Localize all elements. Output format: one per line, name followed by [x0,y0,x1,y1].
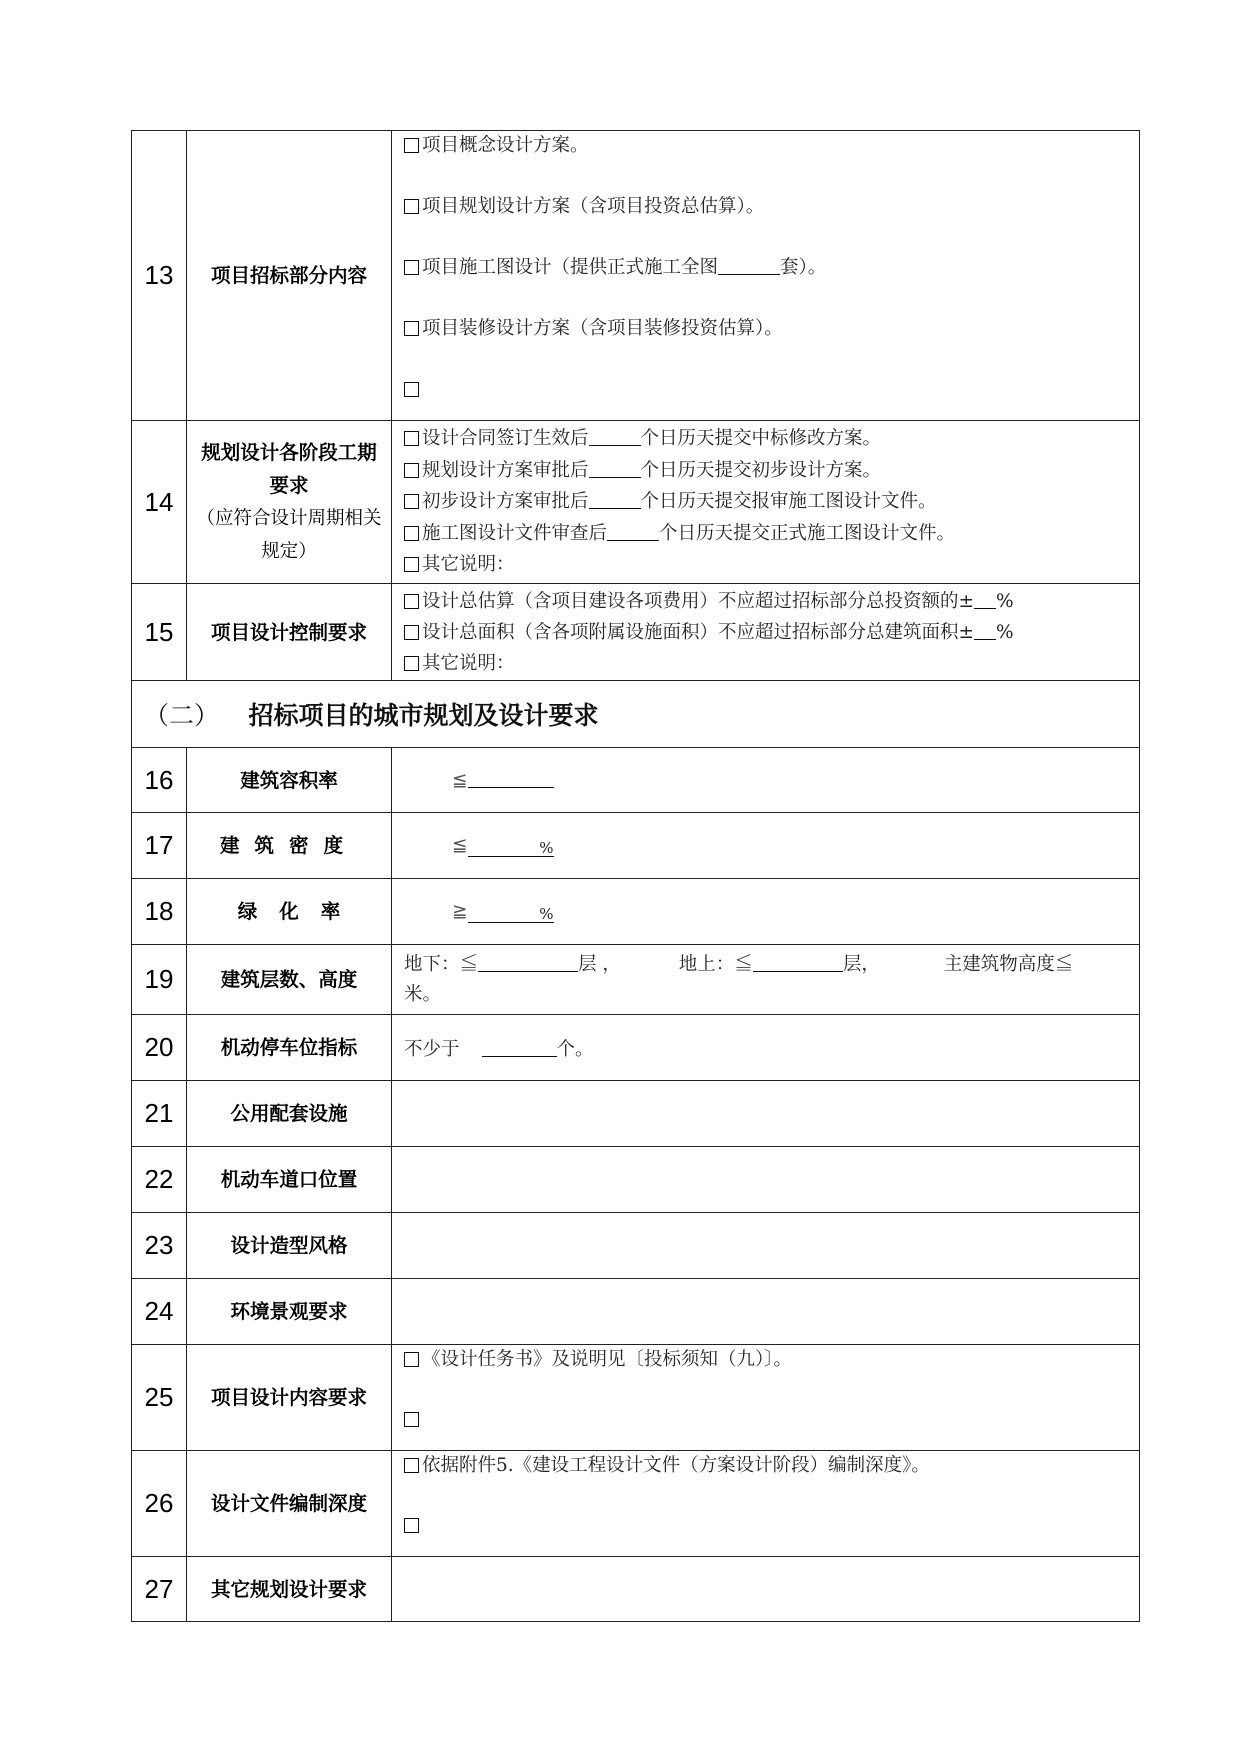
table-row-17 [132,813,1140,879]
table-row-16 [132,748,1140,813]
section-number: （二） [144,701,220,730]
section-heading [132,681,1140,748]
checkbox[interactable] [404,526,419,541]
row-number: 20 [132,1015,187,1081]
row-number: 19 [132,945,187,1015]
option-line: 初步设计方案审批后 个日历天提交报审施工图设计文件。 [404,486,1127,518]
blank-field[interactable] [974,623,996,640]
table-row-15 [132,584,1140,681]
blank-field[interactable]: % [468,906,554,923]
checkbox[interactable] [404,382,419,397]
blank-field[interactable] [607,524,659,541]
option-line: 项目规划设计方案（含项目投资总估算）。 [404,176,1127,237]
option-line: 其它说明： [404,549,1127,581]
row-content [392,1451,1140,1557]
option-line: 项目概念设计方案。 [404,115,1127,176]
row-label: 建筑密度 [187,813,392,879]
row-number: 24 [132,1279,187,1345]
row-label: 绿化率 [187,879,392,945]
table-row-25 [132,1345,1140,1451]
table-row-18 [132,879,1140,945]
blank-field[interactable]: % [468,840,554,857]
row-label: 机动车道口位置 [187,1147,392,1213]
blank-field[interactable] [589,461,641,478]
checkbox[interactable] [404,1458,419,1473]
row-content-empty[interactable] [392,1081,1140,1147]
row-label: 建筑层数、高度 [187,945,392,1015]
row-content-empty[interactable] [392,1147,1140,1213]
checkbox[interactable] [404,1352,419,1367]
table-row-20 [132,1015,1140,1081]
table-row-19 [132,945,1140,1015]
table-row-26 [132,1451,1140,1557]
row-label [187,421,392,584]
option-line: 设计合同签订生效后 个日历天提交中标修改方案。 [404,423,1127,455]
row-label: 项目设计控制要求 [187,584,392,681]
row-content [392,1345,1140,1451]
row-number: 27 [132,1557,187,1622]
checkbox[interactable] [404,656,419,671]
checkbox[interactable] [404,625,419,640]
blank-field[interactable] [974,592,996,609]
option-line: 《设计任务书》及说明见〔投标须知（九）〕。 [404,1330,1127,1390]
row-content [392,421,1140,584]
row-label: 公用配套设施 [187,1081,392,1147]
row-label: 机动停车位指标 [187,1015,392,1081]
row-number: 14 [132,421,187,584]
row-number: 13 [132,131,187,421]
table-row-21 [132,1081,1140,1147]
row-content: ≦ [392,748,1140,813]
checkbox[interactable] [404,199,419,214]
row-label: 环境景观要求 [187,1279,392,1345]
blank-field[interactable] [468,771,554,788]
section-title: 招标项目的城市规划及设计要求 [248,701,599,730]
row-number: 21 [132,1081,187,1147]
table-row-23 [132,1213,1140,1279]
blank-field[interactable] [482,1040,557,1057]
row-number: 25 [132,1345,187,1451]
row-number: 26 [132,1451,187,1557]
row-number: 15 [132,584,187,681]
blank-field[interactable] [589,429,641,446]
row-label: 其它规划设计要求 [187,1557,392,1622]
checkbox[interactable] [404,594,419,609]
row-number: 22 [132,1147,187,1213]
checkbox[interactable] [404,1518,419,1533]
row-label: 设计造型风格 [187,1213,392,1279]
row-content: ≧ % [392,879,1140,945]
checkbox[interactable] [404,260,419,275]
row-content [392,584,1140,681]
checkbox[interactable] [404,1412,419,1427]
requirements-table [131,130,1140,1622]
table-row-14 [132,421,1140,584]
table-row-22 [132,1147,1140,1213]
checkbox[interactable] [404,557,419,572]
blank-field[interactable] [589,492,641,509]
option-line [404,359,1127,420]
row-number: 18 [132,879,187,945]
blank-field[interactable] [478,955,578,972]
checkbox[interactable] [404,463,419,478]
row-label: 项目招标部分内容 [187,131,392,421]
row-label: 设计文件编制深度 [187,1451,392,1557]
table-row-13 [132,131,1140,421]
row-number: 23 [132,1213,187,1279]
row-label: 建筑容积率 [187,748,392,813]
option-line: 项目施工图设计（提供正式施工全图 套）。 [404,237,1127,298]
label-note: （应符合设计周期相关规定） [196,508,382,562]
row-content: 地下：≦ 层 ， 地上：≦ 层， 主建筑物高度≦ 米。 [392,945,1140,1015]
row-number: 17 [132,813,187,879]
checkbox[interactable] [404,138,419,153]
row-number: 16 [132,748,187,813]
blank-field[interactable] [718,258,780,275]
table-row-27 [132,1557,1140,1622]
row-content: ≦ % [392,813,1140,879]
option-line: 依据附件5.《建设工程设计文件（方案设计阶段）编制深度》。 [404,1436,1127,1496]
blank-field[interactable] [753,955,843,972]
section-header-row [132,681,1140,748]
checkbox[interactable] [404,494,419,509]
option-line [404,1496,1127,1556]
option-line: 设计总估算（含项目建设各项费用）不应超过招标部分总投资额的± % [404,586,1127,617]
option-line: 规划设计方案审批后 个日历天提交初步设计方案。 [404,455,1127,487]
row-content-empty[interactable] [392,1557,1140,1622]
label-main: 规划设计各阶段工期要求 [201,441,377,497]
checkbox[interactable] [404,321,419,336]
row-content [392,131,1140,421]
row-content-empty[interactable] [392,1213,1140,1279]
option-line: 设计总面积（含各项附属设施面积）不应超过招标部分总建筑面积± % [404,617,1127,648]
option-line: 施工图设计文件审查后 个日历天提交正式施工图设计文件。 [404,518,1127,550]
checkbox[interactable] [404,431,419,446]
row-content: 不少于 个。 [392,1015,1140,1081]
row-label: 项目设计内容要求 [187,1345,392,1451]
option-line: 项目装修设计方案（含项目装修投资估算）。 [404,298,1127,359]
option-line: 其它说明： [404,648,1127,679]
